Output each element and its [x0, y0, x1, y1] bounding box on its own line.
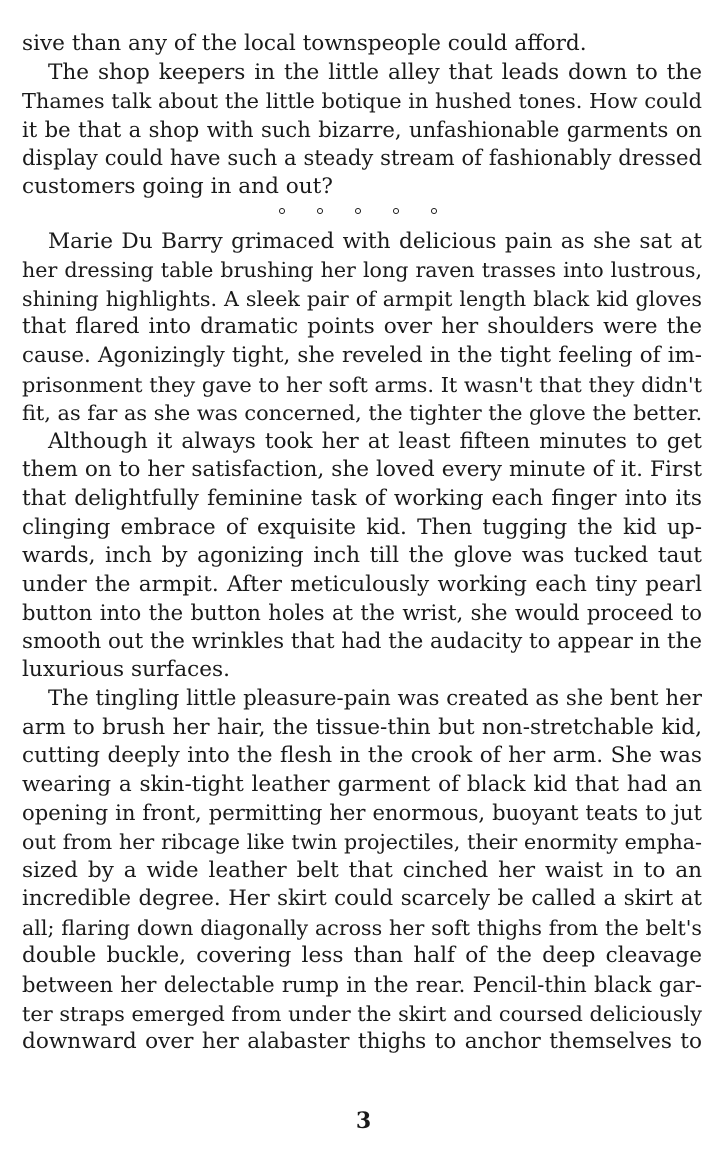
section-break-dot — [317, 208, 323, 214]
paragraph — [22, 30, 702, 59]
paragraph — [22, 428, 702, 685]
text-line: arm to brush her hair, the tissue-thin but non-stretchable kid, — [22, 714, 702, 740]
text-line: Thames talk about the little botique in hushed tones. How could — [22, 89, 702, 114]
text-line: opening in front, permitting her enormous, buoyant teats to jut — [22, 800, 702, 826]
text-line: clinging embrace of exquisite kid. Then tugging the kid up- — [22, 514, 702, 540]
text-line: prisonment they gave to her soft arms. It wasn't that they didn't — [22, 372, 702, 397]
text-line: fit, as far as she was concerned, the tighter the glove the better. — [22, 401, 703, 426]
text-line: smooth out the wrinkles that had the audacity to appear in the — [22, 628, 702, 654]
text-line: cutting deeply into the flesh in the crook of her arm. She was — [22, 743, 702, 769]
text-line: between her delectable rump in the rear. Pencil-thin black gar- — [22, 972, 702, 997]
text-line: button into the button holes at the wrist, she would proceed to — [22, 600, 702, 626]
text-line: her dressing table brushing her long raven trasses into lustrous, — [22, 258, 702, 283]
paragraph — [22, 685, 702, 1057]
section-break-dot — [355, 208, 361, 214]
text-line: sized by a wide leather belt that cinched her waist in to an — [22, 857, 702, 883]
text-line: them on to her satisfaction, she loved every minute of it. First — [22, 457, 702, 483]
text-line: shining highlights. A sleek pair of armpit length black kid gloves — [22, 286, 702, 311]
text-line: The shop keepers in the little alley that leads down to the — [48, 59, 702, 85]
page-body — [22, 30, 702, 1057]
text-line: Although it always took her at least fifteen minutes to get — [48, 428, 702, 454]
text-line: ter straps emerged from under the skirt and coursed deliciously — [22, 1001, 702, 1026]
text-line: double buckle, covering less than half of the deep cleavage — [22, 943, 702, 969]
text-line: sive than any of the local townspeople could afford. — [22, 31, 587, 56]
text-line: display could have such a steady stream of fashionably dressed — [22, 145, 702, 171]
text-line: cause. Agonizingly tight, she reveled in the tight feeling of im- — [22, 342, 702, 368]
section-break-dot — [431, 208, 437, 214]
text-line: customers going in and out? — [22, 173, 333, 199]
paragraph — [22, 59, 702, 202]
text-line: Marie Du Barry grimaced with delicious pain as she sat at — [48, 228, 702, 254]
text-line: all; flaring down diagonally across her soft thighs from the belt's — [22, 915, 702, 940]
page-number: 3 — [355, 1108, 372, 1134]
section-break-dot — [393, 208, 399, 214]
text-line: that delightfully feminine task of working each finger into its — [22, 485, 702, 511]
text-line: wearing a skin-tight leather garment of black kid that had an — [22, 771, 702, 797]
text-line: incredible degree. Her skirt could scarcely be called a skirt at — [22, 886, 702, 912]
text-line: downward over her alabaster thighs to anchor themselves to — [22, 1029, 702, 1055]
text-line: it be that a shop with such bizarre, unfashionable garments on — [22, 116, 702, 142]
paragraph — [22, 228, 702, 428]
text-line: that flared into dramatic points over her shoulders were the — [22, 314, 702, 340]
text-line: wards, inch by agonizing inch till the glove was tucked taut — [22, 543, 702, 569]
text-line: under the armpit. After meticulously working each tiny pearl — [22, 571, 702, 597]
text-line: luxurious surfaces. — [22, 657, 230, 683]
text-line: The tingling little pleasure-pain was created as she bent her — [48, 686, 702, 712]
text-line: out from her ribcage like twin projectiles, their enormity empha- — [22, 830, 702, 855]
section-break-dot — [279, 208, 285, 214]
section-break — [22, 202, 702, 228]
